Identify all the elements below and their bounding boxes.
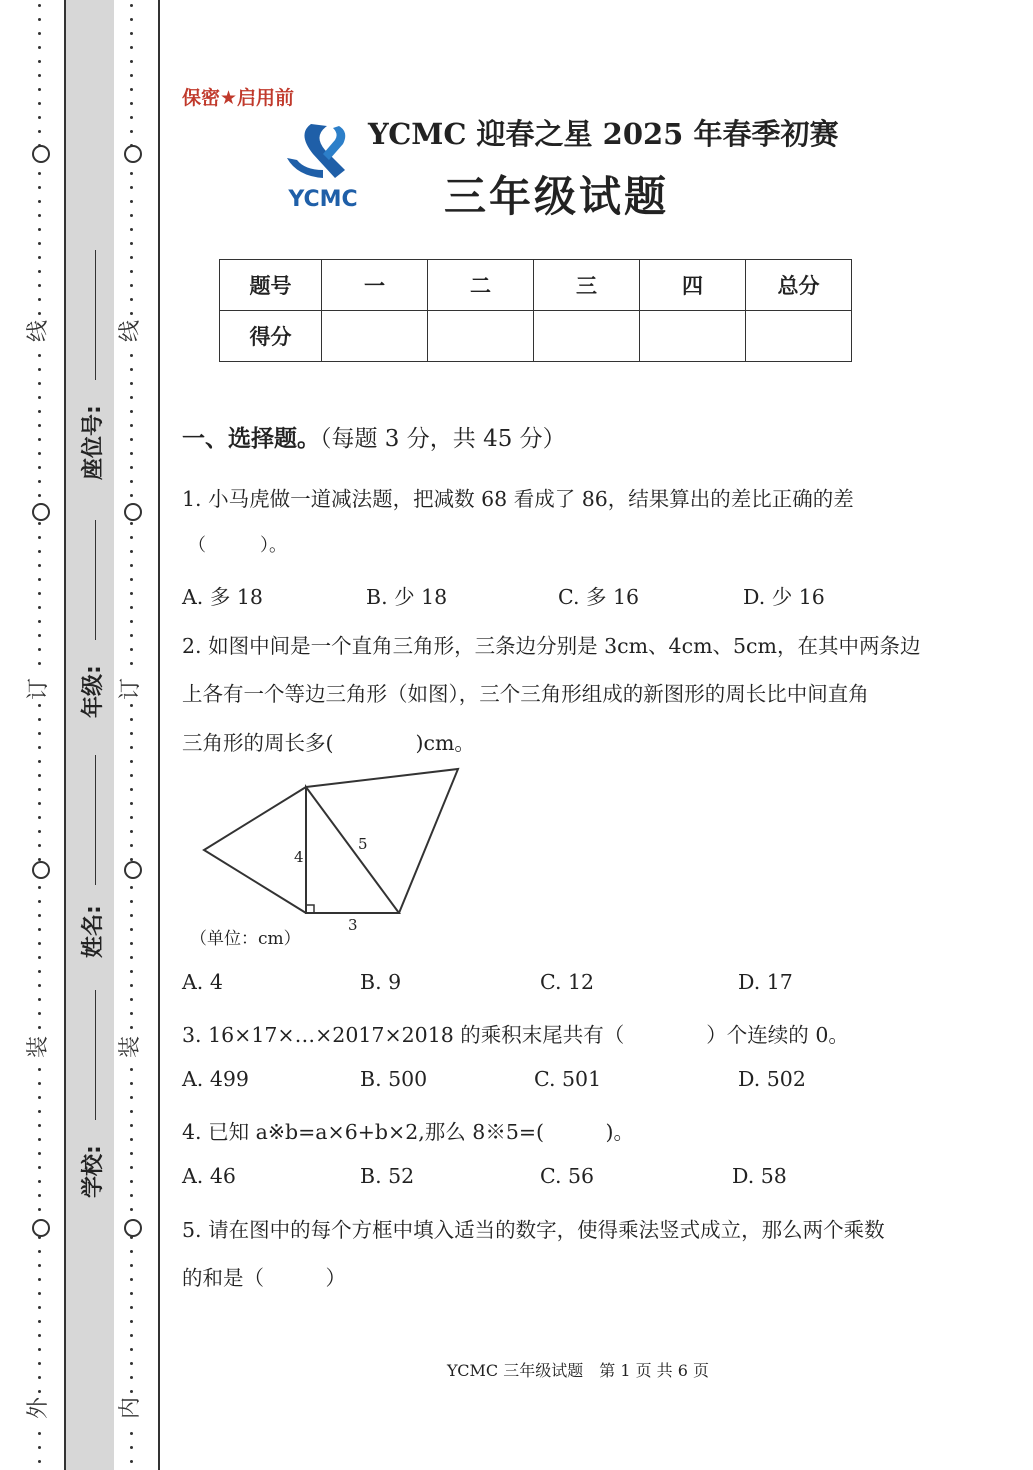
dot (130, 242, 133, 245)
q3-option-b[interactable]: B. 500 (360, 1067, 428, 1091)
dot (38, 1096, 41, 1099)
dot (38, 1180, 41, 1183)
dot (38, 256, 41, 259)
dot (130, 284, 133, 287)
dot (38, 606, 41, 609)
dot (130, 634, 133, 637)
grade-label: 年级: (81, 665, 106, 718)
q2-option-a[interactable]: A. 4 (182, 970, 223, 994)
dot (38, 270, 41, 273)
exam-title: YCMC 迎春之星 2025 年春季初赛 (368, 117, 839, 151)
dot (130, 228, 133, 231)
dot (38, 214, 41, 217)
dot (130, 116, 133, 119)
dot (38, 1362, 41, 1365)
question-2-text-line2: 上各有一个等边三角形（如图），三个三角形组成的新图形的周长比中间直角 (182, 682, 869, 706)
dot (130, 1082, 133, 1085)
dot (38, 662, 41, 665)
dot (130, 886, 133, 889)
inner-char-ding: 订 (118, 678, 143, 701)
gray-binding-strip (66, 0, 114, 1470)
dot (130, 312, 133, 315)
dot (38, 102, 41, 105)
dot (38, 1278, 41, 1281)
dot (38, 1110, 41, 1113)
score-table (219, 259, 852, 362)
dot (130, 1124, 133, 1127)
left-equilateral-triangle (204, 787, 306, 913)
dot (130, 1208, 133, 1211)
score-cell[interactable] (428, 311, 534, 362)
dot (130, 1138, 133, 1141)
score-cell[interactable] (534, 311, 640, 362)
dot (38, 970, 41, 973)
q3-option-d[interactable]: D. 502 (738, 1067, 806, 1091)
dot (38, 18, 41, 21)
dot (130, 256, 133, 259)
dot (38, 802, 41, 805)
dot (130, 1166, 133, 1169)
school-blank[interactable] (95, 990, 96, 1120)
dot (130, 970, 133, 973)
logo-text: YCMC (288, 187, 358, 212)
score-cell[interactable] (640, 311, 746, 362)
dot (38, 1152, 41, 1155)
score-table-row (220, 311, 852, 362)
q4-option-b[interactable]: B. 52 (360, 1164, 415, 1188)
dot (38, 1376, 41, 1379)
dot (38, 438, 41, 441)
dot (38, 46, 41, 49)
name-label: 姓名: (81, 905, 106, 958)
score-header-cell: 三 (534, 260, 640, 311)
dot (38, 1390, 41, 1393)
dot (38, 396, 41, 399)
dot (130, 186, 133, 189)
dot (130, 480, 133, 483)
dot (130, 1320, 133, 1323)
right-angle-marker (306, 905, 314, 913)
dot (130, 438, 133, 441)
dot (130, 1264, 133, 1267)
dot (38, 914, 41, 917)
outer-char-ding: 订 (26, 678, 51, 701)
dot (130, 494, 133, 497)
dot (38, 410, 41, 413)
dot (130, 4, 133, 7)
dot (130, 32, 133, 35)
dot (38, 1348, 41, 1351)
dot (38, 1124, 41, 1127)
side-label-5: 5 (358, 835, 368, 853)
side-label-4: 4 (294, 848, 304, 866)
dot (38, 424, 41, 427)
binding-hole-circle (124, 861, 142, 879)
dot (130, 1348, 133, 1351)
dot (38, 1194, 41, 1197)
dot (130, 732, 133, 735)
dot (38, 298, 41, 301)
inner-char-zhuang: 装 (118, 1036, 143, 1059)
q3-option-c[interactable]: C. 501 (534, 1067, 602, 1091)
dot (130, 606, 133, 609)
dot (130, 46, 133, 49)
dot (38, 116, 41, 119)
dot (130, 704, 133, 707)
dot (130, 1180, 133, 1183)
dot (38, 1432, 41, 1435)
question-4-text: 4. 已知 a※b=a×6+b×2,那么 8※5=( )。 (182, 1120, 635, 1144)
q3-option-a[interactable]: A. 499 (182, 1067, 249, 1091)
section-note: （每题 3 分，共 45 分） (320, 426, 566, 452)
dot (130, 1110, 133, 1113)
page-footer: YCMC 三年级试题 第 1 页 共 6 页 (447, 1361, 710, 1380)
dot (130, 298, 133, 301)
inner-char-nei: 内 (118, 1397, 143, 1420)
dot (130, 382, 133, 385)
dot (130, 760, 133, 763)
dot (130, 1446, 133, 1449)
section-heading (182, 420, 566, 453)
question-2-text-line3: 三角形的周长多( )cm。 (182, 731, 475, 755)
dot (130, 998, 133, 1001)
q2-option-d[interactable]: D. 17 (738, 970, 793, 994)
ycmc-logo (283, 120, 363, 212)
dot (130, 648, 133, 651)
dot (38, 172, 41, 175)
dot (38, 242, 41, 245)
dot (130, 74, 133, 77)
dot (130, 802, 133, 805)
score-header-cell: 四 (640, 260, 746, 311)
confidential-label: 保密★启用前 (182, 87, 295, 109)
score-row-label: 得分 (220, 311, 322, 362)
dot (38, 1250, 41, 1253)
question-1-text: 1. 小马虎做一道减法题，把减数 68 看成了 86，结果算出的差比正确的差 (182, 487, 854, 511)
dot (38, 228, 41, 231)
dot (130, 816, 133, 819)
dot (130, 102, 133, 105)
dot (130, 172, 133, 175)
dot (130, 620, 133, 623)
q4-option-a[interactable]: A. 46 (182, 1164, 236, 1188)
dot (130, 928, 133, 931)
dot (38, 1264, 41, 1267)
q2-option-b[interactable]: B. 9 (360, 970, 402, 994)
dot (38, 564, 41, 567)
unit-label: （单位：cm） (190, 929, 301, 949)
dot (38, 760, 41, 763)
dot (130, 60, 133, 63)
dot (38, 704, 41, 707)
dot (130, 522, 133, 525)
seat-number-label: 座位号: (81, 405, 106, 480)
outer-char-xian: 线 (26, 320, 51, 343)
dot (38, 634, 41, 637)
dot (130, 1194, 133, 1197)
dot (38, 886, 41, 889)
dot (38, 956, 41, 959)
dot (38, 578, 41, 581)
right-triangle (306, 787, 399, 913)
dot (130, 1460, 133, 1463)
dot (38, 746, 41, 749)
question-2-text-line1: 2. 如图中间是一个直角三角形，三条边分别是 3cm、4cm、5cm，在其中两条边 (182, 634, 921, 658)
binding-hole-circle (32, 145, 50, 163)
inner-margin (114, 0, 160, 1470)
dot (130, 1376, 133, 1379)
dot (38, 480, 41, 483)
dot (38, 382, 41, 385)
dot (38, 1012, 41, 1015)
q1-option-d[interactable]: D. 少 16 (743, 585, 825, 609)
dot (38, 788, 41, 791)
outer-char-wai: 外 (26, 1397, 51, 1420)
dot (38, 494, 41, 497)
section-title: 一、选择题。 (182, 426, 320, 452)
dot (38, 732, 41, 735)
binding-hole-circle (32, 1219, 50, 1237)
dot (38, 312, 41, 315)
dot (130, 354, 133, 357)
dot (38, 284, 41, 287)
dot (130, 1068, 133, 1071)
dot (38, 648, 41, 651)
dot (38, 186, 41, 189)
dot (130, 1012, 133, 1015)
q4-option-d[interactable]: D. 58 (732, 1164, 787, 1188)
dot (38, 1082, 41, 1085)
dot (130, 214, 133, 217)
dot (130, 396, 133, 399)
score-header-cell: 总分 (746, 260, 852, 311)
score-cell[interactable] (746, 311, 852, 362)
dot (130, 1152, 133, 1155)
dot (130, 774, 133, 777)
dot (38, 984, 41, 987)
dot (130, 536, 133, 539)
ycmc-logo-icon (283, 120, 363, 212)
binding-hole-circle (32, 861, 50, 879)
dot (130, 746, 133, 749)
side-label-3: 3 (348, 916, 358, 934)
dot (130, 1306, 133, 1309)
question-5-text-line1: 5. 请在图中的每个方框中填入适当的数字，使得乘法竖式成立，那么两个乘数 (182, 1218, 885, 1242)
dot (130, 270, 133, 273)
q1-option-c[interactable]: C. 多 16 (558, 585, 640, 609)
dot (38, 536, 41, 539)
dot (38, 32, 41, 35)
dot (38, 1460, 41, 1463)
dot (130, 830, 133, 833)
dot (130, 1390, 133, 1393)
binding-hole-circle (124, 1219, 142, 1237)
dot (130, 984, 133, 987)
dot (130, 200, 133, 203)
dot (130, 424, 133, 427)
score-header-cell: 题号 (220, 260, 322, 311)
dot (38, 928, 41, 931)
question-1-blank: （ ）。 (188, 535, 287, 556)
dot (38, 774, 41, 777)
score-table-header-row (220, 260, 852, 311)
dot (38, 1138, 41, 1141)
dot (130, 900, 133, 903)
dot (130, 956, 133, 959)
dot (130, 1432, 133, 1435)
dot (38, 74, 41, 77)
dot (130, 718, 133, 721)
dot (38, 130, 41, 133)
dot (38, 88, 41, 91)
dot (38, 816, 41, 819)
dot (130, 844, 133, 847)
dot (38, 1446, 41, 1449)
dot (130, 1026, 133, 1029)
dot (38, 1026, 41, 1029)
dot (130, 18, 133, 21)
dot (130, 130, 133, 133)
score-header-cell: 一 (322, 260, 428, 311)
dot (130, 550, 133, 553)
dot (130, 368, 133, 371)
outer-char-zhuang: 装 (26, 1036, 51, 1059)
dot (130, 1250, 133, 1253)
dot (38, 1292, 41, 1295)
inner-char-xian: 线 (118, 320, 143, 343)
dot (38, 368, 41, 371)
dot (38, 354, 41, 357)
dot (130, 410, 133, 413)
dot (38, 1166, 41, 1169)
exam-subtitle: 三年级试题 (444, 172, 670, 221)
q1-option-b[interactable]: B. 少 18 (366, 585, 448, 609)
dot (38, 550, 41, 553)
dot (130, 1292, 133, 1295)
name-blank[interactable] (95, 755, 96, 885)
dot (130, 592, 133, 595)
triangle-figure (196, 765, 466, 945)
dot (130, 1362, 133, 1365)
dot (38, 466, 41, 469)
binding-hole-circle (124, 145, 142, 163)
dot (38, 998, 41, 1001)
dot (130, 942, 133, 945)
dot (38, 592, 41, 595)
q2-option-c[interactable]: C. 12 (540, 970, 595, 994)
q1-option-a[interactable]: A. 多 18 (182, 585, 263, 609)
inner-border-line (158, 0, 160, 1470)
binding-hole-circle (32, 503, 50, 521)
dot (130, 88, 133, 91)
dot (38, 942, 41, 945)
question-5-text-line2: 的和是（ ） (182, 1266, 346, 1290)
dot (38, 452, 41, 455)
school-label: 学校: (81, 1145, 106, 1198)
dot (130, 578, 133, 581)
dot (130, 452, 133, 455)
q4-option-c[interactable]: C. 56 (540, 1164, 595, 1188)
dot (130, 1096, 133, 1099)
outer-margin (0, 0, 66, 1470)
seat-number-blank[interactable] (95, 250, 96, 380)
score-header-cell: 二 (428, 260, 534, 311)
dot (38, 1320, 41, 1323)
dot (130, 1334, 133, 1337)
dot (38, 1208, 41, 1211)
binding-hole-circle (124, 503, 142, 521)
dot (130, 564, 133, 567)
dot (130, 914, 133, 917)
dot (130, 788, 133, 791)
dot (38, 1306, 41, 1309)
dot (38, 844, 41, 847)
dot (38, 4, 41, 7)
dot (38, 1334, 41, 1337)
dot (130, 1278, 133, 1281)
question-3-text: 3. 16×17×…×2017×2018 的乘积末尾共有（ ）个连续的 0。 (182, 1023, 849, 1047)
dot (38, 1068, 41, 1071)
dot (130, 466, 133, 469)
dot (38, 718, 41, 721)
dot (38, 60, 41, 63)
dot (38, 900, 41, 903)
dot (38, 522, 41, 525)
dot (38, 200, 41, 203)
score-cell[interactable] (322, 311, 428, 362)
dot (38, 830, 41, 833)
dot (130, 662, 133, 665)
grade-blank[interactable] (95, 520, 96, 640)
dot (38, 620, 41, 623)
